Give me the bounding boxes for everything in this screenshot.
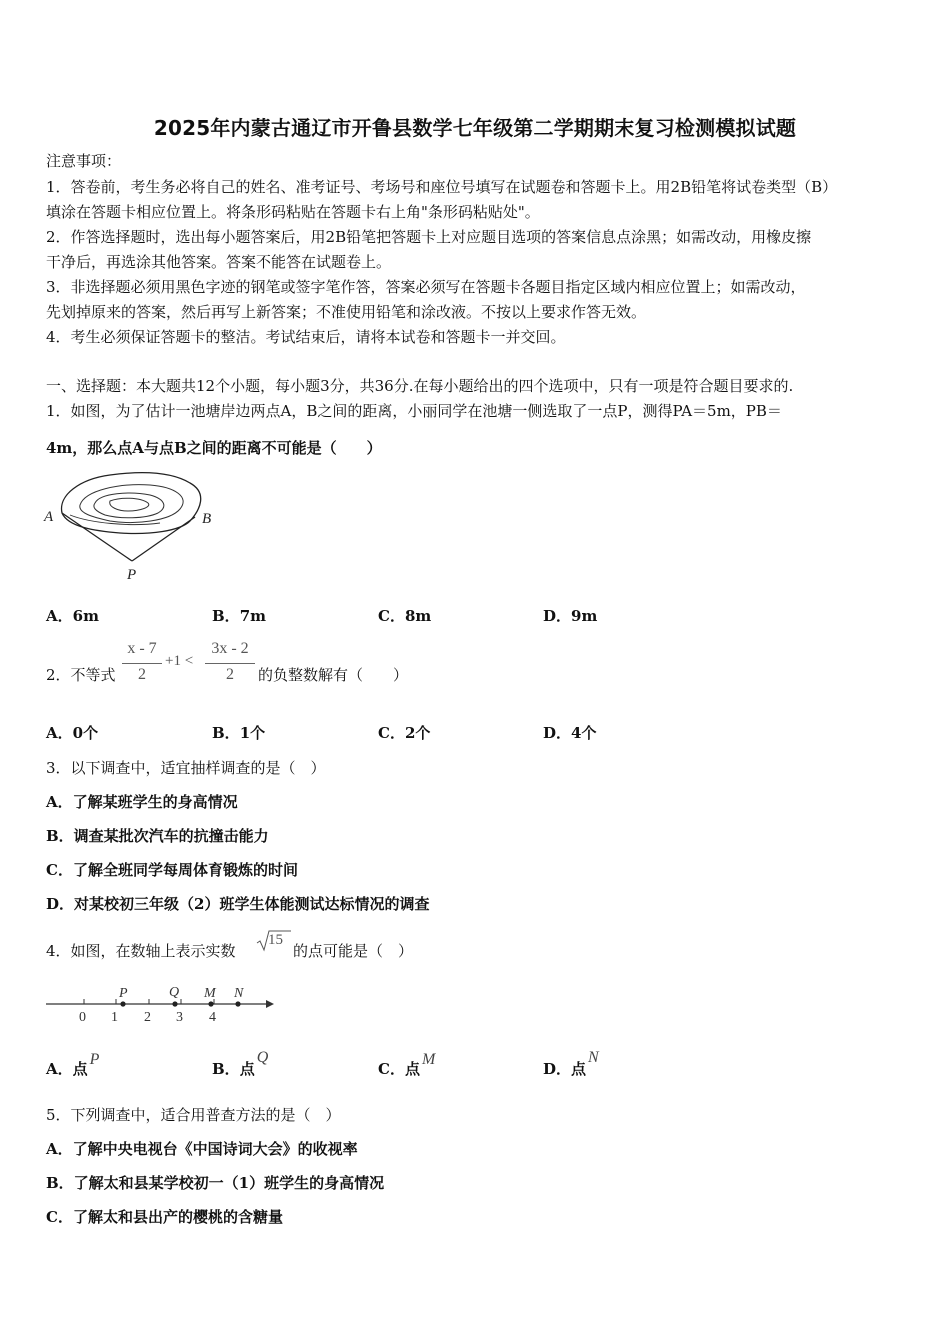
q3-option-b[interactable]: B．调查某批次汽车的抗撞击能力	[46, 827, 269, 845]
page-title: 2025年内蒙古通辽市开鲁县数学七年级第二学期期末复习检测模拟试题	[153, 116, 797, 140]
q4-number-line	[44, 982, 280, 1026]
q1-option-d[interactable]: D．9m	[543, 607, 598, 625]
segment-pb	[132, 517, 195, 561]
point-m-label: M	[204, 986, 216, 1001]
notice-line: 4．考生必须保证答题卡的整洁。考试结束后，请将本试卷和答题卡一并交回。	[46, 328, 566, 346]
q2-prefix: 2．不等式	[46, 666, 116, 684]
q2-option-d[interactable]: D．4个	[543, 724, 597, 742]
point-n-label: N	[234, 986, 244, 1001]
point-p-label: P	[119, 986, 128, 1001]
segment-pa	[62, 513, 132, 561]
q1-stem-line2: 4m，那么点A与点B之间的距离不可能是（ ）	[46, 439, 382, 457]
q2-frac2-den: 2	[226, 666, 234, 683]
pond-ripple	[94, 493, 164, 518]
notice-line: 1．答卷前，考生务必将自己的姓名、准考证号、考场号和座位号填写在试题卷和答题卡上。用2B铅笔将试卷类型（B）	[46, 178, 838, 196]
q5-stem: 5．下列调查中，适合用普查方法的是（ ）	[46, 1106, 341, 1124]
point-q	[172, 1001, 177, 1006]
axis-ticks	[84, 999, 214, 1004]
q2-frac2-bar	[205, 663, 255, 664]
q1-stem-line1: 1．如图，为了估计一池塘岸边两点A，B之间的距离，小丽同学在池塘一侧选取了一点P，测得PA＝5m，PB＝	[46, 402, 782, 420]
point-n	[235, 1001, 240, 1006]
tick-label-1: 1	[111, 1010, 118, 1025]
q3-option-d[interactable]: D．对某校初三年级（2）班学生体能测试达标情况的调查	[46, 895, 430, 913]
q2-frac1-bar	[122, 663, 162, 664]
section-heading: 一、选择题：本大题共12个小题，每小题3分，共36分.在每小题给出的四个选项中，只有一项是符合题目要求的.	[46, 377, 794, 395]
notice-line: 3．非选择题必须用黑色字迹的钢笔或签字笔作答，答案必须写在答题卡各题目指定区域内相应位置上；如需改动，	[46, 278, 806, 296]
point-p-label: P	[127, 567, 137, 583]
q4-radicand: 15	[268, 932, 283, 948]
q4-option-d[interactable]: D．点N	[543, 1049, 599, 1078]
axis-arrow-icon	[266, 1000, 274, 1008]
q5-option-c[interactable]: C．了解太和县出产的樱桃的含糖量	[46, 1208, 283, 1226]
q4-option-a[interactable]: A．点P	[46, 1051, 100, 1078]
pond-ripple	[80, 485, 183, 523]
q2-option-a[interactable]: A．0个	[46, 724, 99, 742]
tick-label-3: 3	[176, 1010, 183, 1025]
tick-label-0: 0	[79, 1010, 86, 1025]
point-b-label: B	[202, 511, 212, 527]
q3-option-a[interactable]: A．了解某班学生的身高情况	[46, 793, 238, 811]
q1-option-b[interactable]: B．7m	[212, 607, 266, 625]
tick-label-4: 4	[209, 1010, 216, 1025]
point-q-label: Q	[169, 985, 180, 1000]
q2-frac2-num: 3x - 2	[211, 640, 249, 657]
point-p	[120, 1001, 125, 1006]
q2-frac1-den: 2	[138, 666, 146, 683]
q2-middle: +1 <	[165, 653, 194, 669]
q2-option-b[interactable]: B．1个	[212, 724, 266, 742]
q2-option-c[interactable]: C．2个	[378, 724, 431, 742]
q4-suffix: 的点可能是（ ）	[293, 942, 414, 960]
q2-frac1-num: x - 7	[127, 640, 157, 657]
q2-suffix: 的负整数解有（ ）	[258, 666, 409, 684]
tick-label-2: 2	[144, 1010, 151, 1025]
pond-ripple	[110, 498, 149, 511]
q5-option-b[interactable]: B．了解太和县某学校初一（1）班学生的身高情况	[46, 1174, 385, 1192]
q3-option-c[interactable]: C．了解全班同学每周体育锻炼的时间	[46, 861, 298, 879]
q3-stem: 3．以下调查中，适宜抽样调查的是（ ）	[46, 759, 326, 777]
q4-option-b[interactable]: B．点Q	[212, 1049, 269, 1078]
notice-line: 干净后，再选涂其他答案。答案不能答在试题卷上。	[46, 253, 392, 271]
q1-option-c[interactable]: C．8m	[378, 607, 432, 625]
q4-prefix: 4．如图，在数轴上表示实数	[46, 942, 236, 960]
notice-line: 2．作答选择题时，选出每小题答案后，用2B铅笔把答题卡上对应题目选项的答案信息点涂黑；如需改动，用橡皮擦	[46, 228, 812, 246]
q1-option-a[interactable]: A．6m	[46, 607, 99, 625]
q5-option-a[interactable]: A．了解中央电视台《中国诗词大会》的收视率	[46, 1140, 358, 1158]
point-a-label: A	[44, 509, 54, 525]
notice-line: 填涂在答题卡相应位置上。将条形码粘贴在答题卡右上角"条形码粘贴处"。	[46, 203, 540, 221]
q4-option-c[interactable]: C．点M	[378, 1051, 436, 1078]
point-m	[208, 1001, 213, 1006]
notice-heading: 注意事项：	[46, 152, 122, 170]
q1-pond-figure	[40, 465, 230, 585]
notice-line: 先划掉原来的答案，然后再写上新答案；不准使用铅笔和涂改液。不按以上要求作答无效。	[46, 303, 647, 321]
